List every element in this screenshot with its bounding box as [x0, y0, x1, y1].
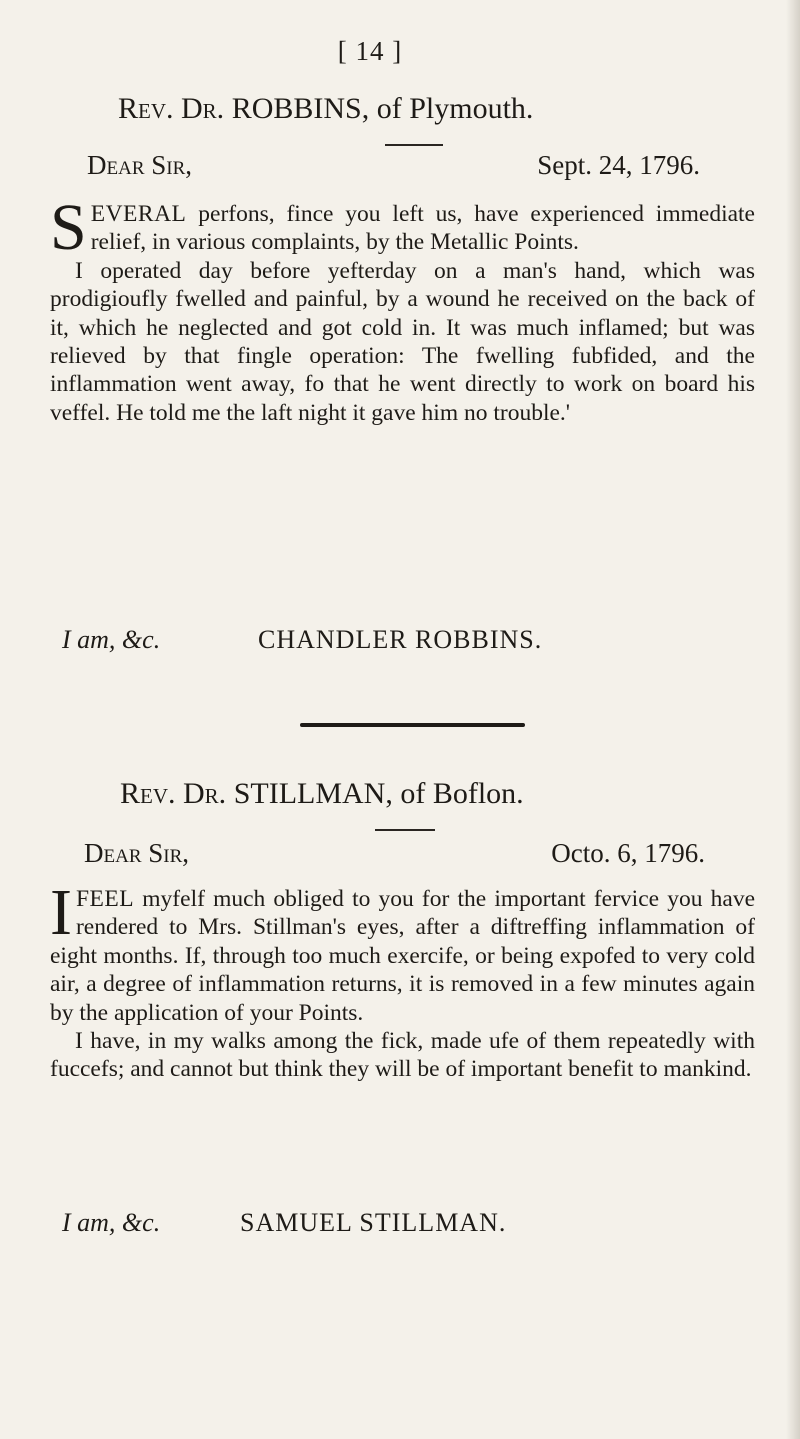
signoff: I am, &c.	[62, 1208, 161, 1237]
short-divider	[375, 829, 435, 831]
heading-recipient: ROBBINS, of Plymouth.	[231, 92, 534, 125]
short-divider	[385, 144, 443, 146]
heading-title: Rev. Dr.	[120, 777, 227, 810]
paragraph	[50, 191, 755, 264]
letter-heading	[120, 777, 524, 811]
salutation: Dear Sir,	[84, 838, 190, 868]
paragraph-rest: perfons, fince you left us, have experienced immediate relief, in various complaints, by the Metallic Points.	[90, 201, 755, 256]
letter-date: Sept. 24, 1796.	[537, 150, 700, 180]
heading-title: Rev. Dr.	[118, 92, 225, 125]
letter-heading	[118, 92, 533, 126]
paragraph	[50, 876, 755, 1027]
salutation: Dear Sir,	[87, 150, 193, 180]
letter-body	[50, 191, 755, 427]
letter-body	[50, 876, 755, 1084]
section-divider	[300, 723, 525, 727]
first-word: FEEL	[75, 886, 135, 912]
drop-cap: I	[50, 876, 72, 949]
paragraph-rest: myfelf much obliged to you for the important fervice you have rendered to Mrs. Stillman's eyes, after a diftreffing inflammation of eight months. If, through too much exercife, or being expofed to very cold air, a degree of inflammation returns, it is removed in a few minutes again by the application of your Points.	[50, 886, 755, 1026]
paragraph: I have, in my walks among the fick, made ufe of them repeatedly with fuccefs; and cannot but think they will be of important benefit to mankind.	[50, 1028, 755, 1083]
page-edge-shadow	[786, 0, 800, 1439]
heading-recipient: STILLMAN, of Boflon.	[233, 777, 524, 810]
signature: CHANDLER ROBBINS.	[258, 625, 543, 654]
paragraph: I operated day before yefterday on a man's hand, which was prodigioufly fwelled and painful, by a wound he received on the back of it, which he neglected and got cold in. It was much inflamed; but was relieved by that fingle operation: The fwelling fubfided, and the inflammation went away, fo that he went directly to work on board his veffel. He told me the laft night it gave him no trouble.'	[50, 257, 755, 426]
letter-date: Octo. 6, 1796.	[551, 838, 705, 868]
first-word: EVERAL	[90, 201, 187, 227]
signoff: I am, &c.	[62, 625, 161, 654]
signature: SAMUEL STILLMAN.	[240, 1208, 507, 1237]
drop-cap: S	[50, 191, 87, 264]
page-number: [ 14 ]	[337, 36, 403, 66]
